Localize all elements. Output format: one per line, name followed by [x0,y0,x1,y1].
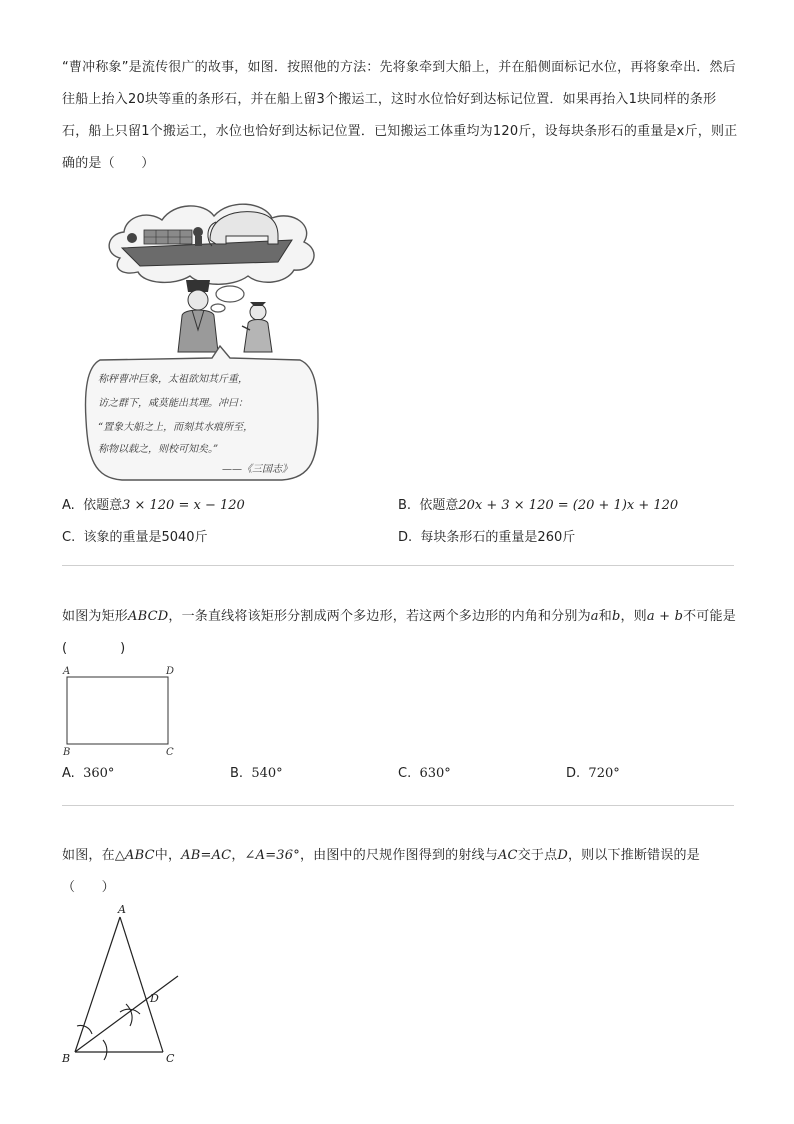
q1-option-d[interactable]: D. 每块条形石的重量是260斤 [398,530,576,545]
q3-stem: 如图，在△ABC中，AB=AC，∠A=36°，由图中的尺规作图得到的射线与AC交于点D，则以下推断错误的是（ ） [62,848,700,895]
adult-figure [178,280,218,352]
label-b: B [63,747,71,758]
side-ac [120,917,163,1052]
divider-1 [62,565,734,566]
q1-stem: “曹冲称象”是流传很广的故事，如图．按照他的方法：先将象牵到大船上，并在船侧面标记水位，再将象牵出．然后往船上抬入20块等重的条形石，并在船上留3个搬运工，这时水位恰好到达标记位置．如果再抬入1块同样的条形石，船上只留1个搬运工，水位也恰好到达标记位置．已知搬运工体重均为120斤，设每块条形石的重量是x斤，则正确的是（ ） [62,60,738,171]
label-a: A [118,903,126,916]
label-d: D [166,666,175,677]
q2-option-d[interactable]: D. 720° [566,766,620,781]
rectangle-abcd-figure [60,664,184,758]
q1-option-b[interactable]: B. 依题意20x + 3 × 120 = (20 + 1)x + 120 [398,498,679,513]
cao-chong-illustration [82,188,332,488]
caption-source: ——《三国志》 [222,464,292,475]
triangle-abc-figure [58,900,188,1070]
side-ab [75,917,120,1052]
arc-left [77,1025,92,1034]
label-d: D [150,992,159,1005]
label-c: C [166,1052,175,1065]
q1-option-c[interactable]: C. 该象的重量是5040斤 [62,530,208,545]
divider-2 [62,805,734,806]
arc-bottom [103,1040,107,1060]
speech-bubble [86,346,318,480]
label-b: B [62,1052,71,1065]
caption-line-4: 称物以载之，则校可知矣。” [98,444,219,455]
q1-option-a[interactable]: A. 依题意3 × 120 = x − 120 [62,498,245,513]
bisector-ray [75,976,178,1052]
arc-cross-2 [126,1004,132,1026]
rectangle-abcd [67,677,168,744]
q2-option-a[interactable]: A. 360° [62,766,115,781]
q2-option-b[interactable]: B. 540° [230,766,283,781]
q2-stem: 如图为矩形ABCD，一条直线将该矩形分割成两个多边形，若这两个多边形的内角和分别为a和b，则a + b不可能是( ) [62,609,736,656]
caption-line-1: 称秤曹冲巨象，太祖欲知其斤重， [98,374,248,385]
caption-line-3: “置象大船之上，而刻其水痕所至， [98,422,254,433]
label-c: C [166,747,174,758]
label-a: A [63,666,71,677]
child-figure [242,302,272,352]
q2-option-c[interactable]: C. 630° [398,766,451,781]
caption-line-2: 访之群下，咸莫能出其理。冲曰： [98,398,248,409]
